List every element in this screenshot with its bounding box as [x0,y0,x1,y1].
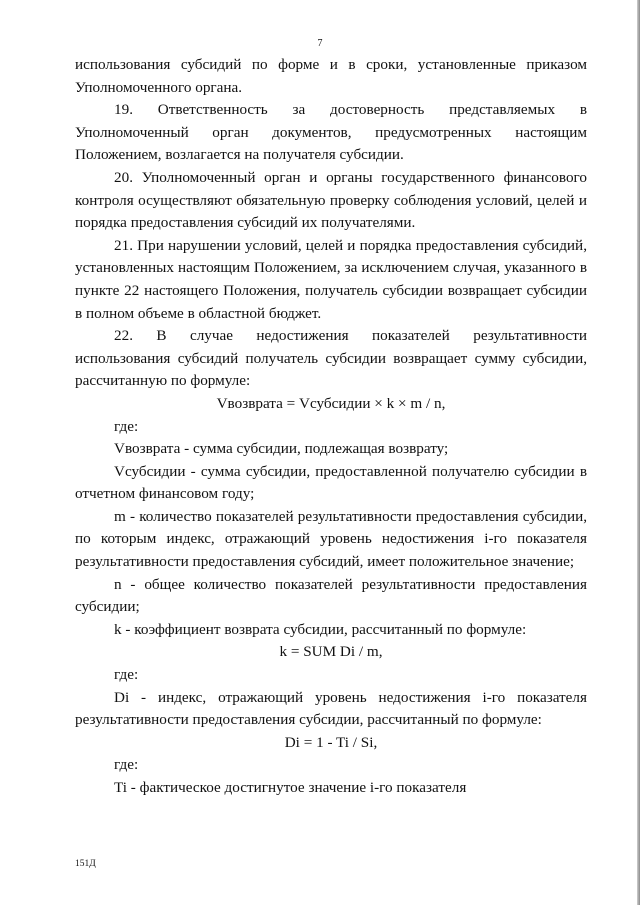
definition-n: n - общее количество показателей результативности предоставления субсидии; [75,575,587,616]
definition-di: Di - индекс, отражающий уровень недостижения i-го показателя результативности предоставления субсидии, рассчитанный по формуле: [75,688,587,729]
where-label: где: [114,756,139,774]
footer-document-code: 151Д [75,859,96,869]
definition-v-subsidy: Vсубсидии - сумма субсидии, предоставленной получателю субсидии в отчетном финансовом году; [75,462,587,503]
paragraph: использования субсидий по форме и в сроки, установленные приказом Уполномоченного органа. [75,56,587,96]
paragraph-item-22: 22. В случае недостижения показателей результативности использования субсидий получатель субсидии возвращает сумму субсидии, рассчитанную по формуле: [75,327,587,390]
definition-ti: Ti - фактическое достигнутое значение i-го показателя [114,779,467,796]
formula-refund: Vвозврата = Vсубсидии × k × m / n, [216,394,446,412]
document-body [75,54,587,800]
formula-di: Di = 1 - Ti / Si, [284,733,378,751]
definition-m: m - количество показателей результативности предоставления субсидии, по которым индекс, отражающий уровень недостижения i-го показателя результативности предоставления субсидий, имеет положительное значение; [75,507,587,571]
definition-v-refund: Vвозврата - сумма субсидии, подлежащая возврату; [114,440,449,458]
paragraph-item-20: 20. Уполномоченный орган и органы государственного финансового контроля осуществляют обязательную проверку соблюдения условий, целей и порядка предоставления субсидий их получателями. [75,168,587,232]
definition-k: k - коэффициент возврата субсидии, рассчитанный по формуле: [114,620,527,638]
paragraph-item-21: 21. При нарушении условий, целей и порядка предоставления субсидий, установленных настоящим Положением, за исключением случая, указанного в пункте 22 настоящего Положения, получатель субсидии возвращает субсидии в полном объеме в областной бюджет. [75,236,587,322]
where-label: где: [114,417,139,435]
where-label: где: [114,666,139,684]
formula-k: k = SUM Di / m, [279,643,383,661]
page-number: 7 [317,38,323,49]
paragraph-item-19: 19. Ответственность за достоверность представляемых в Уполномоченный орган документов, предусмотренных настоящим Положением, возлагается на получателя субсидии. [75,101,587,164]
